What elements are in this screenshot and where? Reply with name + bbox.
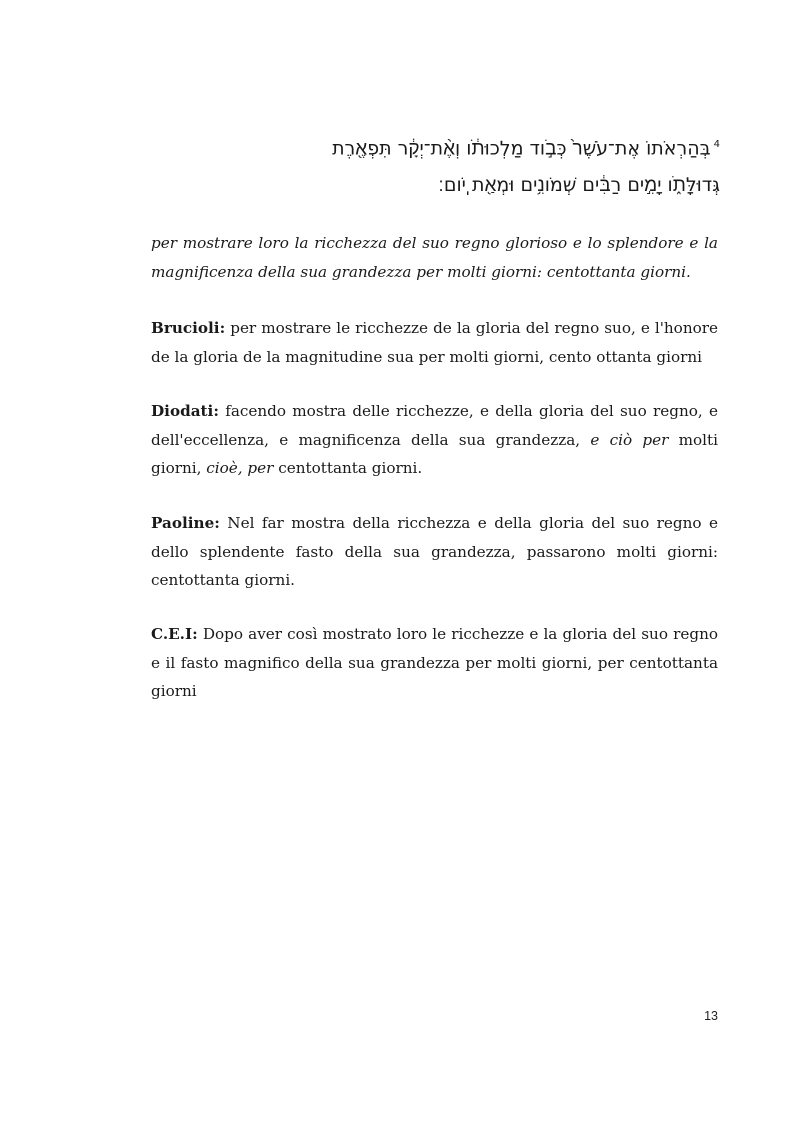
diodati-text-1: facendo mostra delle ricchezze, e della gloria del suo regno, e dell'eccellenza, e magnificenza della sua grandezza, — [151, 402, 718, 449]
brucioli-text: per mostrare le ricchezze de la gloria del regno suo, e l'honore de la gloria de la magnitudine sua per molti giorni, cento ottanta giorni — [151, 319, 718, 366]
diodati-italic-1: e ciò per — [580, 430, 669, 449]
cei-version — [151, 620, 718, 706]
hebrew-verse — [150, 126, 720, 204]
hebrew-line-1-text: בְּהַרְאֹתוֹ אֶת־עֹשֶׁר֙ כְּבֹ֣וד מַלְכוּתֹ֔ו וְאֶ֨ת־יְקָ֔ר תִּפְאֶ֖רֶת — [332, 137, 711, 160]
diodati-text-2: molti giorni, — [151, 430, 718, 477]
brucioli-version — [151, 314, 718, 371]
page-number: 13 — [704, 1009, 718, 1023]
diodati-label: Diodati: — [151, 402, 219, 420]
brucioli-label: Brucioli: — [151, 319, 226, 337]
hebrew-line-1 — [150, 126, 720, 167]
diodati-text-3: centottanta giorni. — [273, 459, 423, 477]
diodati-italic-2: cioè, per — [201, 459, 274, 477]
diodati-version — [151, 397, 718, 483]
verse-number: 4 — [713, 139, 720, 150]
paoline-label: Paoline: — [151, 514, 220, 532]
hebrew-line-2: גְּדוּלָּתֹ֑ו יָמִ֣ים רַבִּ֔ים שְׁמֹונִ֥ים וּמְאַ֖ת יֹֽום׃ — [438, 174, 720, 197]
cei-text: Dopo aver così mostrato loro le ricchezze e la gloria del suo regno e il fasto magnifico della sua grandezza per molti giorni, per centottanta giorni — [151, 625, 718, 700]
italian-translation: per mostrare loro la ricchezza del suo regno glorioso e lo splendore e la magnificenza della sua grandezza per molti giorni: centottanta giorni. — [151, 234, 718, 281]
cei-label: C.E.I: — [151, 625, 198, 643]
paoline-version — [151, 509, 718, 595]
paoline-text: Nel far mostra della ricchezza e della gloria del suo regno e dello splendente fasto della sua grandezza, passarono molti giorni: centottanta giorni. — [151, 514, 718, 589]
